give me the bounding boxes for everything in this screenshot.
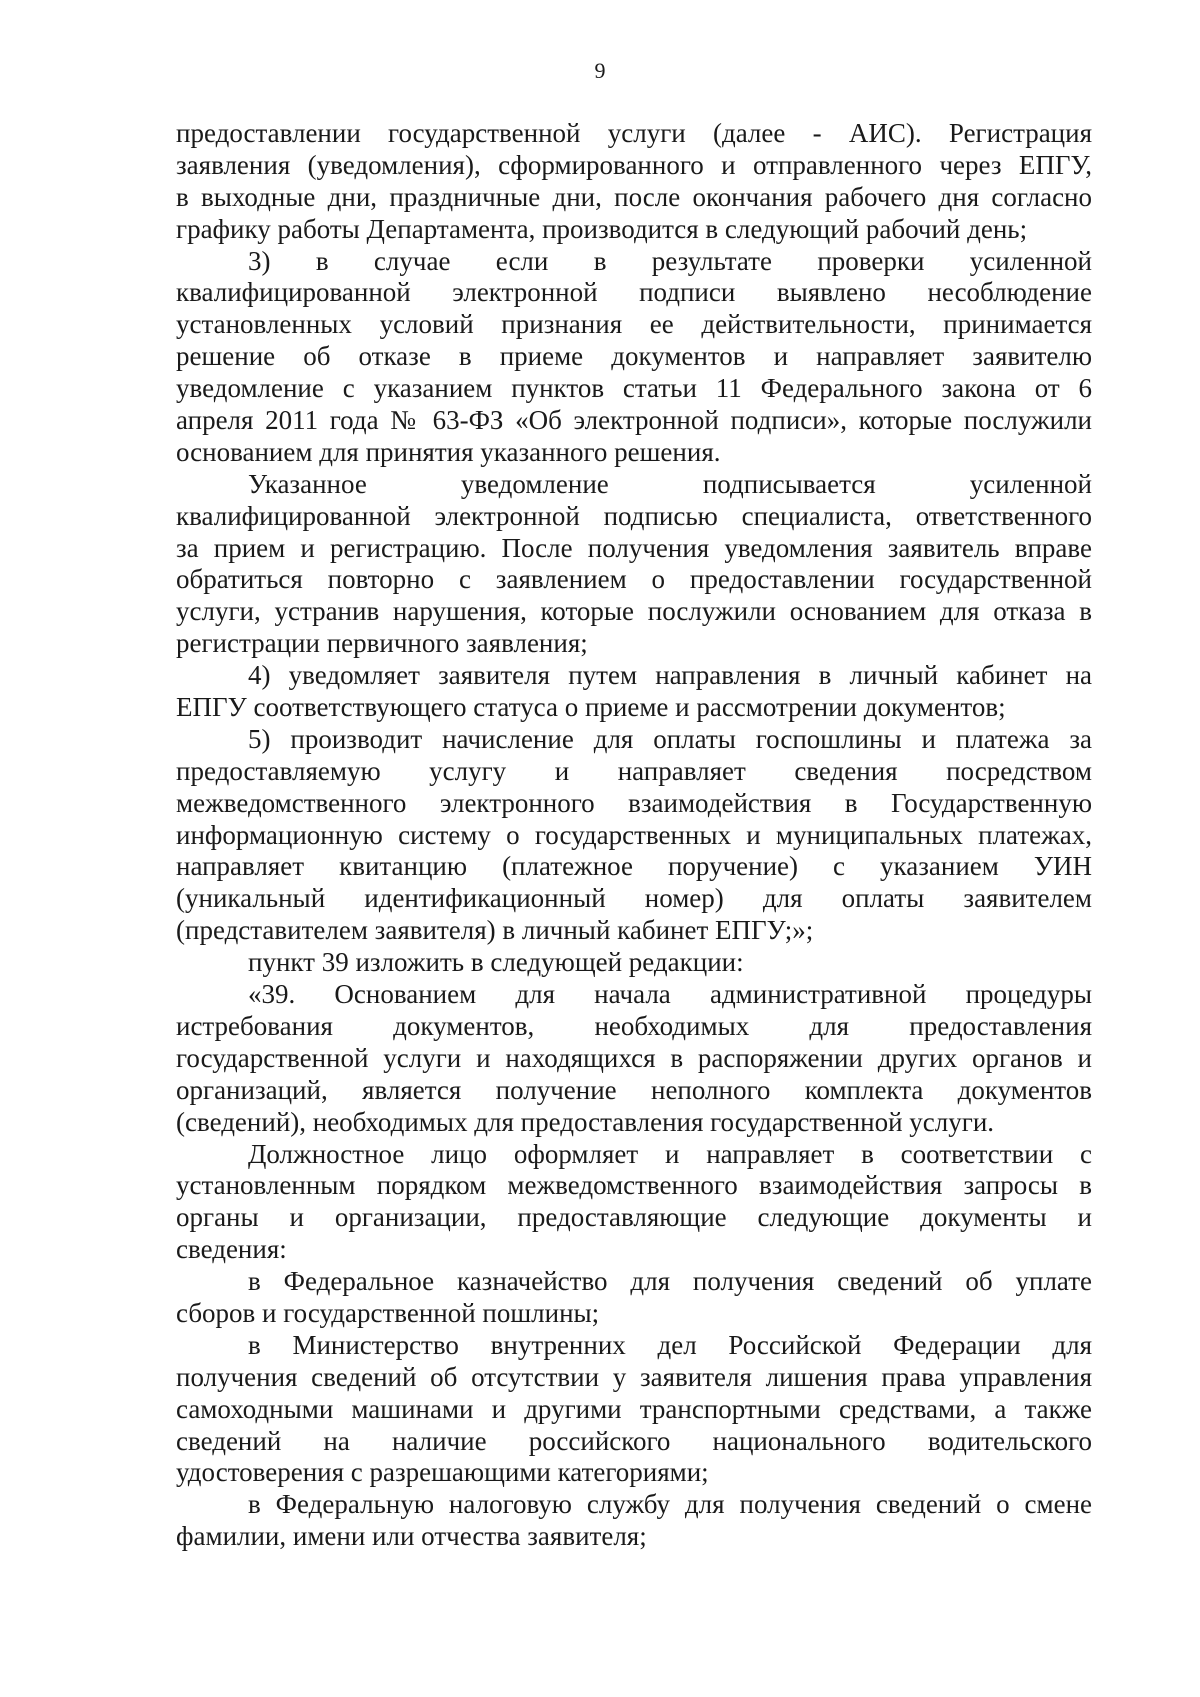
text-line: предоставлении государственной услуги (далее - АИС). Регистрация <box>176 118 1092 148</box>
text-line: удостоверения с разрешающими категориями; <box>176 1457 709 1488</box>
document-body <box>176 118 1092 1553</box>
text-line: в Федеральную налоговую службу для получения сведений о смене <box>248 1489 1092 1520</box>
text-line: информационную систему о государственных и муниципальных платежах, <box>176 819 1092 850</box>
text-line: сведений на наличие российского национального водительского <box>176 1425 1092 1456</box>
text-line: регистрации первичного заявления; <box>176 628 588 659</box>
page-number: 9 <box>594 58 606 83</box>
text-line: уведомление с указанием пунктов статьи 11 Федерального закона от 6 <box>176 373 1092 404</box>
text-line: ЕПГУ соответствующего статуса о приеме и рассмотрении документов; <box>176 692 1006 723</box>
text-line: организаций, является получение неполного комплекта документов <box>176 1074 1092 1105</box>
text-line: графику работы Департамента, производится в следующий рабочий день; <box>176 213 1028 244</box>
text-line: (сведений), необходимых для предоставления государственной услуги. <box>176 1106 995 1137</box>
text-line: сборов и государственной пошлины; <box>176 1297 600 1328</box>
text-line: решение об отказе в приеме документов и направляет заявителю <box>176 341 1092 372</box>
text-line: Указанное уведомление подписывается усиленной <box>248 468 1092 499</box>
text-line: получения сведений об отсутствии у заявителя лишения права управления <box>176 1361 1092 1392</box>
text-line: органы и организации, предоставляющие следующие документы и <box>176 1202 1092 1233</box>
text-line: Должностное лицо оформляет и направляет в соответствии с <box>248 1138 1092 1169</box>
text-line: (уникальный идентификационный номер) для оплаты заявителем <box>176 883 1092 914</box>
text-line: (представителем заявителя) в личный кабинет ЕПГУ;»; <box>176 915 814 946</box>
text-line: межведомственного электронного взаимодействия в Государственную <box>176 787 1092 818</box>
text-line: государственной услуги и находящихся в распоряжении других органов и <box>176 1042 1092 1073</box>
text-line: обратиться повторно с заявлением о предоставлении государственной <box>176 564 1092 595</box>
text-line: самоходными машинами и другими транспортными средствами, а также <box>176 1393 1092 1424</box>
text-line: сведения: <box>176 1234 287 1265</box>
text-line: фамилии, имени или отчества заявителя; <box>176 1521 647 1552</box>
text-line: предоставляемую услугу и направляет сведения посредством <box>176 755 1092 786</box>
text-line: квалифицированной электронной подписью специалиста, ответственного <box>176 500 1092 531</box>
text-line: услуги, устранив нарушения, которые послужили основанием для отказа в <box>176 596 1092 627</box>
text-line: заявления (уведомления), сформированного и отправленного через ЕПГУ, <box>176 149 1092 180</box>
text-line: направляет квитанцию (платежное поручение) с указанием УИН <box>176 851 1092 882</box>
text-line: истребования документов, необходимых для предоставления <box>176 1010 1092 1041</box>
text-line: 3) в случае если в результате проверки усиленной <box>248 245 1092 276</box>
text-line: основанием для принятия указанного решения. <box>176 436 721 467</box>
text-line: квалифицированной электронной подписи выявлено несоблюдение <box>176 277 1092 308</box>
text-line: 5) производит начисление для оплаты госпошлины и платежа за <box>248 723 1092 754</box>
text-line: в выходные дни, праздничные дни, после окончания рабочего дня согласно <box>176 181 1092 212</box>
text-line: пункт 39 изложить в следующей редакции: <box>248 947 744 978</box>
text-line: «39. Основанием для начала административной процедуры <box>248 979 1092 1010</box>
text-line: апреля 2011 года № 63-ФЗ «Об электронной подписи», которые послужили <box>176 405 1092 436</box>
text-line: установленным порядком межведомственного взаимодействия запросы в <box>176 1170 1092 1201</box>
text-line: 4) уведомляет заявителя путем направления в личный кабинет на <box>248 660 1092 691</box>
text-line: в Министерство внутренних дел Российской Федерации для <box>248 1329 1092 1360</box>
text-line: установленных условий признания ее действительности, принимается <box>176 309 1092 340</box>
text-line: в Федеральное казначейство для получения сведений об уплате <box>248 1266 1092 1297</box>
text-line: за прием и регистрацию. После получения уведомления заявитель вправе <box>176 532 1092 563</box>
